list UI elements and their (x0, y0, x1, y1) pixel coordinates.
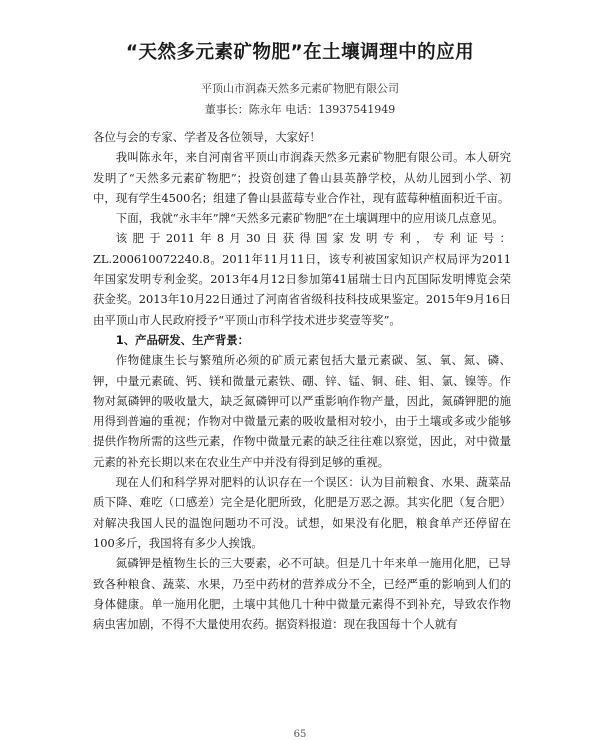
chairman-contact: 董事长：陈永年 电话：13937541949 (204, 103, 396, 116)
topic-paragraph: 下面，我就“永丰年”牌“天然多元素矿物肥”在土壤调理中的应用谈几点意见。 (115, 211, 504, 226)
section-heading: 1、产品研发、生产背景： (115, 332, 250, 347)
body-text (93, 127, 511, 634)
document-title: “天然多元素矿物肥”在土壤调理中的应用 (125, 42, 475, 63)
nutrients-paragraph: 作物健康生长与繁殖所必须的矿质元素包括大量元素碳、氢、氧、氮、磷、钾，中量元素硫、钙、镁和微量元素铁、硼、锌、锰、铜、硅、钼、氯、镍等。作物对氮磷钾的吸收量大，缺乏氮磷钾可以严重影响作物产量，因此，氮磷钾肥的施用得到普遍的重视；作物对中微量元素的吸收量相对较小，由于土壤或多或少能够提供作物所需的这些元素，作物中微量元素的缺乏往往难以察觉，因此，对中微量元素的补充长期以来在农业生产中并没有得到足够的重视。 (93, 353, 511, 469)
npk-paragraph: 氮磷钾是植物生长的三大要素，必不可缺。但是几十年来单一施用化肥，已导致各种粮食、蔬菜、水果，乃至中药材的营养成分不全，已经严重的影响到人们的身体健康。单一施用化肥，土壤中其他几十种中微量元素得不到补充，导致农作物病虫害加剧，不得不大量使用农药。据资料报道：现在我国每十个人就有 (93, 556, 511, 632)
page-number: 65 (293, 729, 307, 740)
introduction-paragraph: 我叫陈永年，来自河南省平顶山市润森天然多元素矿物肥有限公司。本人研究发明了“天然多元素矿物肥”；投资创建了鲁山县英静学校，从幼儿园到小学、初中，现有学生4500名；组建了鲁山县蓝莓专业合作社，现有蓝莓种植面积近千亩。 (93, 150, 511, 205)
misconception-paragraph: 现在人们和科学界对肥料的认识存在一个误区：认为目前粮食、水果、蔬菜品质下降、难吃（口感差）完全是化肥所致，化肥是万恶之源。其实化肥（复合肥）对解决我国人民的温饱问题功不可没。试想，如果没有化肥，粮食单产还停留在100多斤，我国将有多少人挨饿。 (93, 475, 511, 550)
patent-paragraph: 该肥于2011年8月30日获得国家发明专利，专利证号：ZL.200610072240.8。2011年11月11日，该专利被国家知识产权局评为2011年国家发明专利金奖。2013年4月12日参加第41届瑞士日内瓦国际发明博览会荣获金奖。2013年10月22日通过了河南省省级科技科技成果鉴定。2015年9月16日由平顶山市人民政府授予“平顶山市科学技术进步奖壹等奖”。 (93, 231, 511, 327)
greeting-paragraph: 各位与会的专家、学者及各位领导，大家好！ (93, 130, 321, 144)
company-name: 平顶山市润森天然多元素矿物肥有限公司 (201, 82, 399, 95)
